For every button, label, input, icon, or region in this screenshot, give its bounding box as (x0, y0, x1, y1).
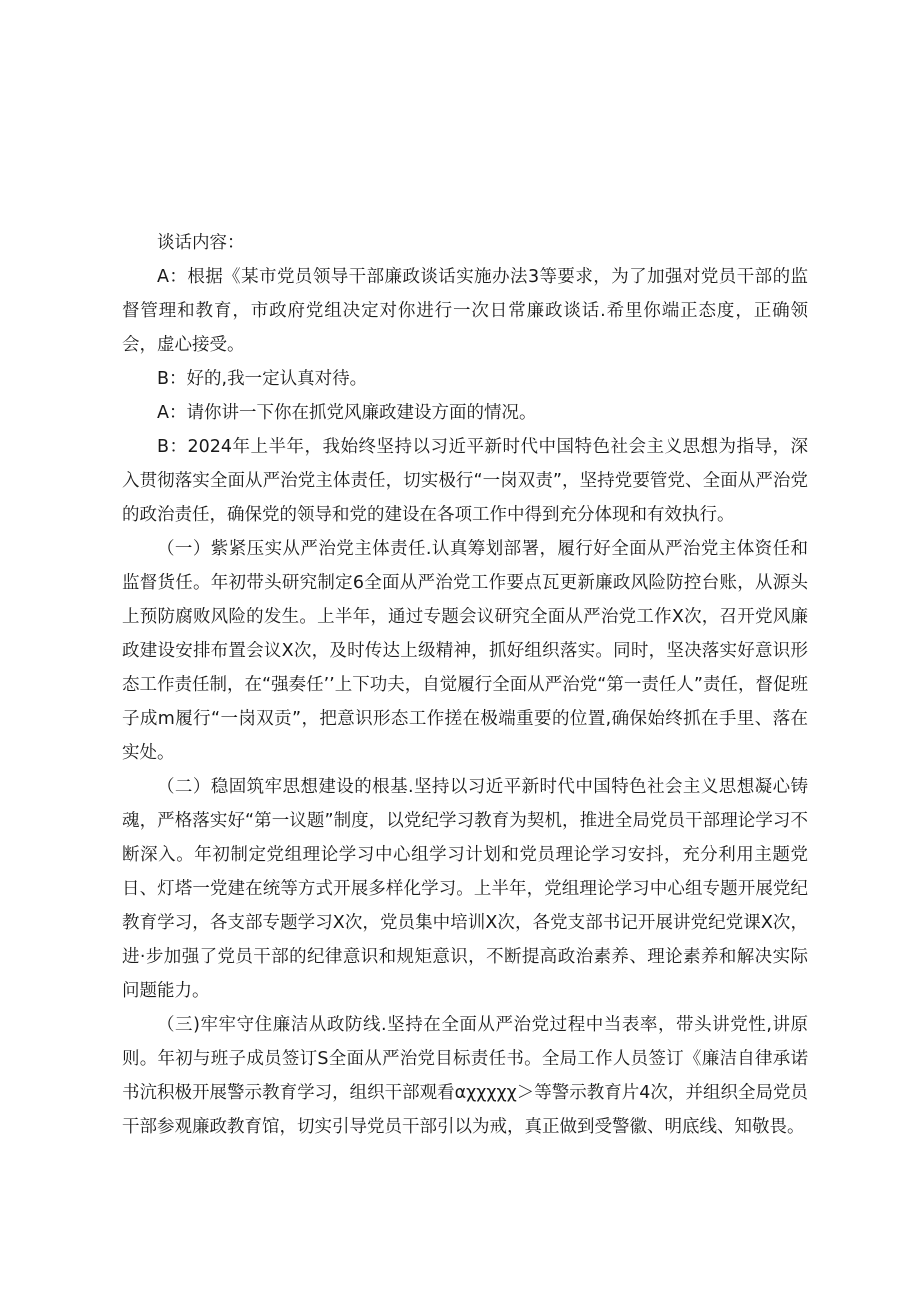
document-heading: 谈话内容： (157, 233, 245, 253)
paragraph-question: A：请你讲一下你在抓党风廉政建设方面的情况。 (157, 403, 537, 423)
document-body (122, 226, 808, 1144)
paragraph-section-2: （二）稳固筑牢思想建设的根基.坚持以习近平新时代中国特色社会主义思想凝心铸魂，严格落实好“第一议题”制度，以党纪学习教育为契机，推进全局党员干部理论学习不断深入。年初制定党组理论学习中心组学习计划和党员理论学习安抖，充分利用主题党日、灯塔一党建在统等方式开展多样化学习。上半年，党组理论学习中心组专题开展党纪教育学习，各支部专题学习X次，党员集中培训X次，各党支部书记开展讲党纪党课X次，进·步加强了党员干部的纪律意识和规矩意识，不断提高政治素养、理论素养和解决实际问题能力。 (122, 777, 808, 1001)
paragraph-intro: A：根据《某市党员领导干部廉政谈话实施办法3等要求，为了加强对党员干部的监督管理和教育，市政府党组决定对你进行一次日常廉政谈话.希里你端正态度，正确领会，虚心接受。 (122, 267, 808, 355)
paragraph-overview: B：2024年上半年，我始终坚持以习近平新时代中国特色社会主义思想为指导，深入贯彻落实全面从严治党主体责任，切实极行“一岗双责”，坚持党要管党、全面从严治党的政治责任，确保党的领导和党的建设在各项工作中得到充分体现和有效执行。 (122, 437, 808, 525)
paragraph-section-1: （一）紫紧压实从严治党主体责任.认真筹划部署，履行好全面从严治党主体资任和监督货任。年初带头研究制定6全面从严治党工作要点瓦更新廉政风险防控台账，从源头上预防腐败风险的发生。上半年，通过专题会议研究全面从严治党工作X次，召开党风廉政建设安排布置会议X次，及时传达上级精神，抓好组织落实。同时，坚决落实好意识形态工作责任制，在“强奏任’’上下功夫，自觉履行全面从严治党“第一责任人”责任，督促班子成m履行“一岗双贡”，把意识形态工作搓在极端重要的位置,确保始终抓在手里、落在实处。 (122, 539, 808, 763)
paragraph-reply: B：好的,我一定认真对待。 (157, 369, 368, 389)
paragraph-section-3: （三)牢牢守住廉洁从政防线.坚持在全面从严治党过程中当表率，带头讲党性,讲原则。年初与班子成员签订S全面从严治党目标责任书。全局工作人员签订《廉洁自律承诺书沆积极开展警示教育学习，组织干部观看αχχχχχ＞等警示教育片4次，并组织全局党员干部参观廉政教育馆，切实引导党员干部引以为戒，真正做到受警徽、明底线、知敬畏。 (122, 1015, 808, 1137)
